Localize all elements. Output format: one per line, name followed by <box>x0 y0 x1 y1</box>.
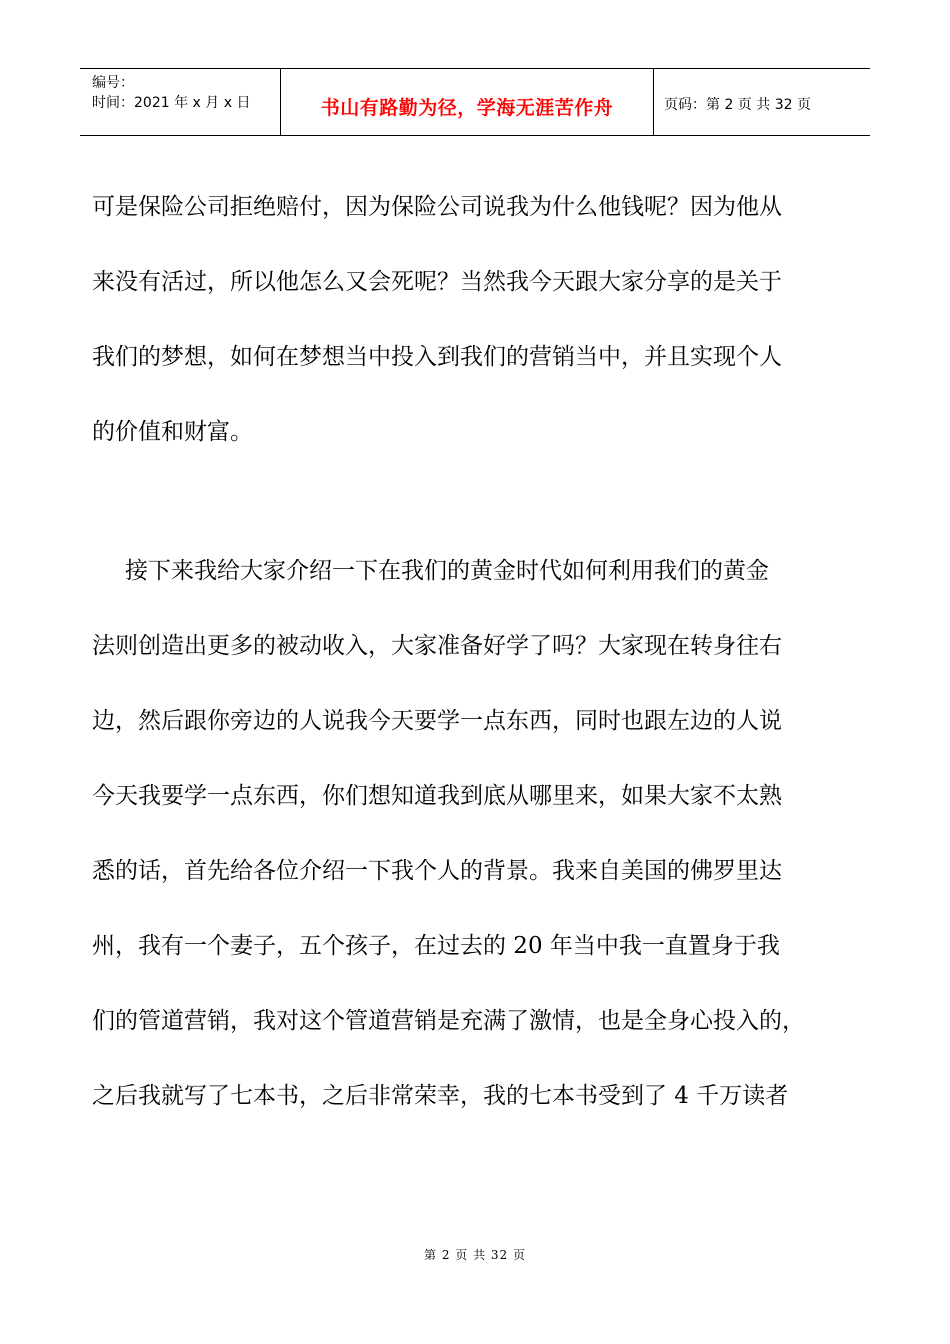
text-line: 法则创造出更多的被动收入，大家准备好学了吗？大家现在转身往右 <box>92 633 782 659</box>
text-line: 今天我要学一点东西，你们想知道我到底从哪里来，如果大家不太熟 <box>92 783 782 809</box>
page-header <box>80 68 870 136</box>
text-line: 来没有活过，所以他怎么又会死呢？当然我今天跟大家分享的是关于 <box>92 269 782 295</box>
text-line: 悉的话，首先给各位介绍一下我个人的背景。我来自美国的佛罗里达 <box>92 858 782 884</box>
text-line: 的价值和财富。 <box>92 419 253 445</box>
text-line: 可是保险公司拒绝赔付，因为保险公司说我为什么他钱呢？因为他从 <box>92 194 782 220</box>
header-meta-cell <box>80 69 281 135</box>
body-text <box>92 170 864 1134</box>
date-line: 时间：2021 年 x 月 x 日 <box>92 95 251 111</box>
page-footer <box>0 1246 950 1263</box>
motto-text: 书山有路勤为径，学海无涯苦作舟 <box>320 96 614 119</box>
paragraph-2 <box>92 534 864 1134</box>
header-page-cell <box>654 69 870 135</box>
text-line: 之后我就写了七本书，之后非常荣幸，我的七本书受到了 4 千万读者 <box>92 1083 789 1109</box>
paragraph-1 <box>92 170 864 470</box>
text-line: 州，我有一个妻子，五个孩子，在过去的 20 年当中我一直置身于我 <box>92 933 780 959</box>
text-line: 我们的梦想，如何在梦想当中投入到我们的营销当中，并且实现个人 <box>92 344 782 370</box>
text-line: 接下来我给大家介绍一下在我们的黄金时代如何利用我们的黄金 <box>125 558 769 584</box>
number-label: 编号： <box>92 75 134 91</box>
text-line: 边，然后跟你旁边的人说我今天要学一点东西，同时也跟左边的人说 <box>92 708 782 734</box>
paragraph-gap <box>92 470 864 534</box>
header-motto-cell <box>281 69 654 135</box>
text-line: 们的管道营销，我对这个管道营销是充满了激情，也是全身心投入的， <box>92 1008 805 1034</box>
page-info: 页码：第 2 页 共 32 页 <box>664 97 811 113</box>
footer-page-number: 第 2 页 共 32 页 <box>424 1248 526 1262</box>
